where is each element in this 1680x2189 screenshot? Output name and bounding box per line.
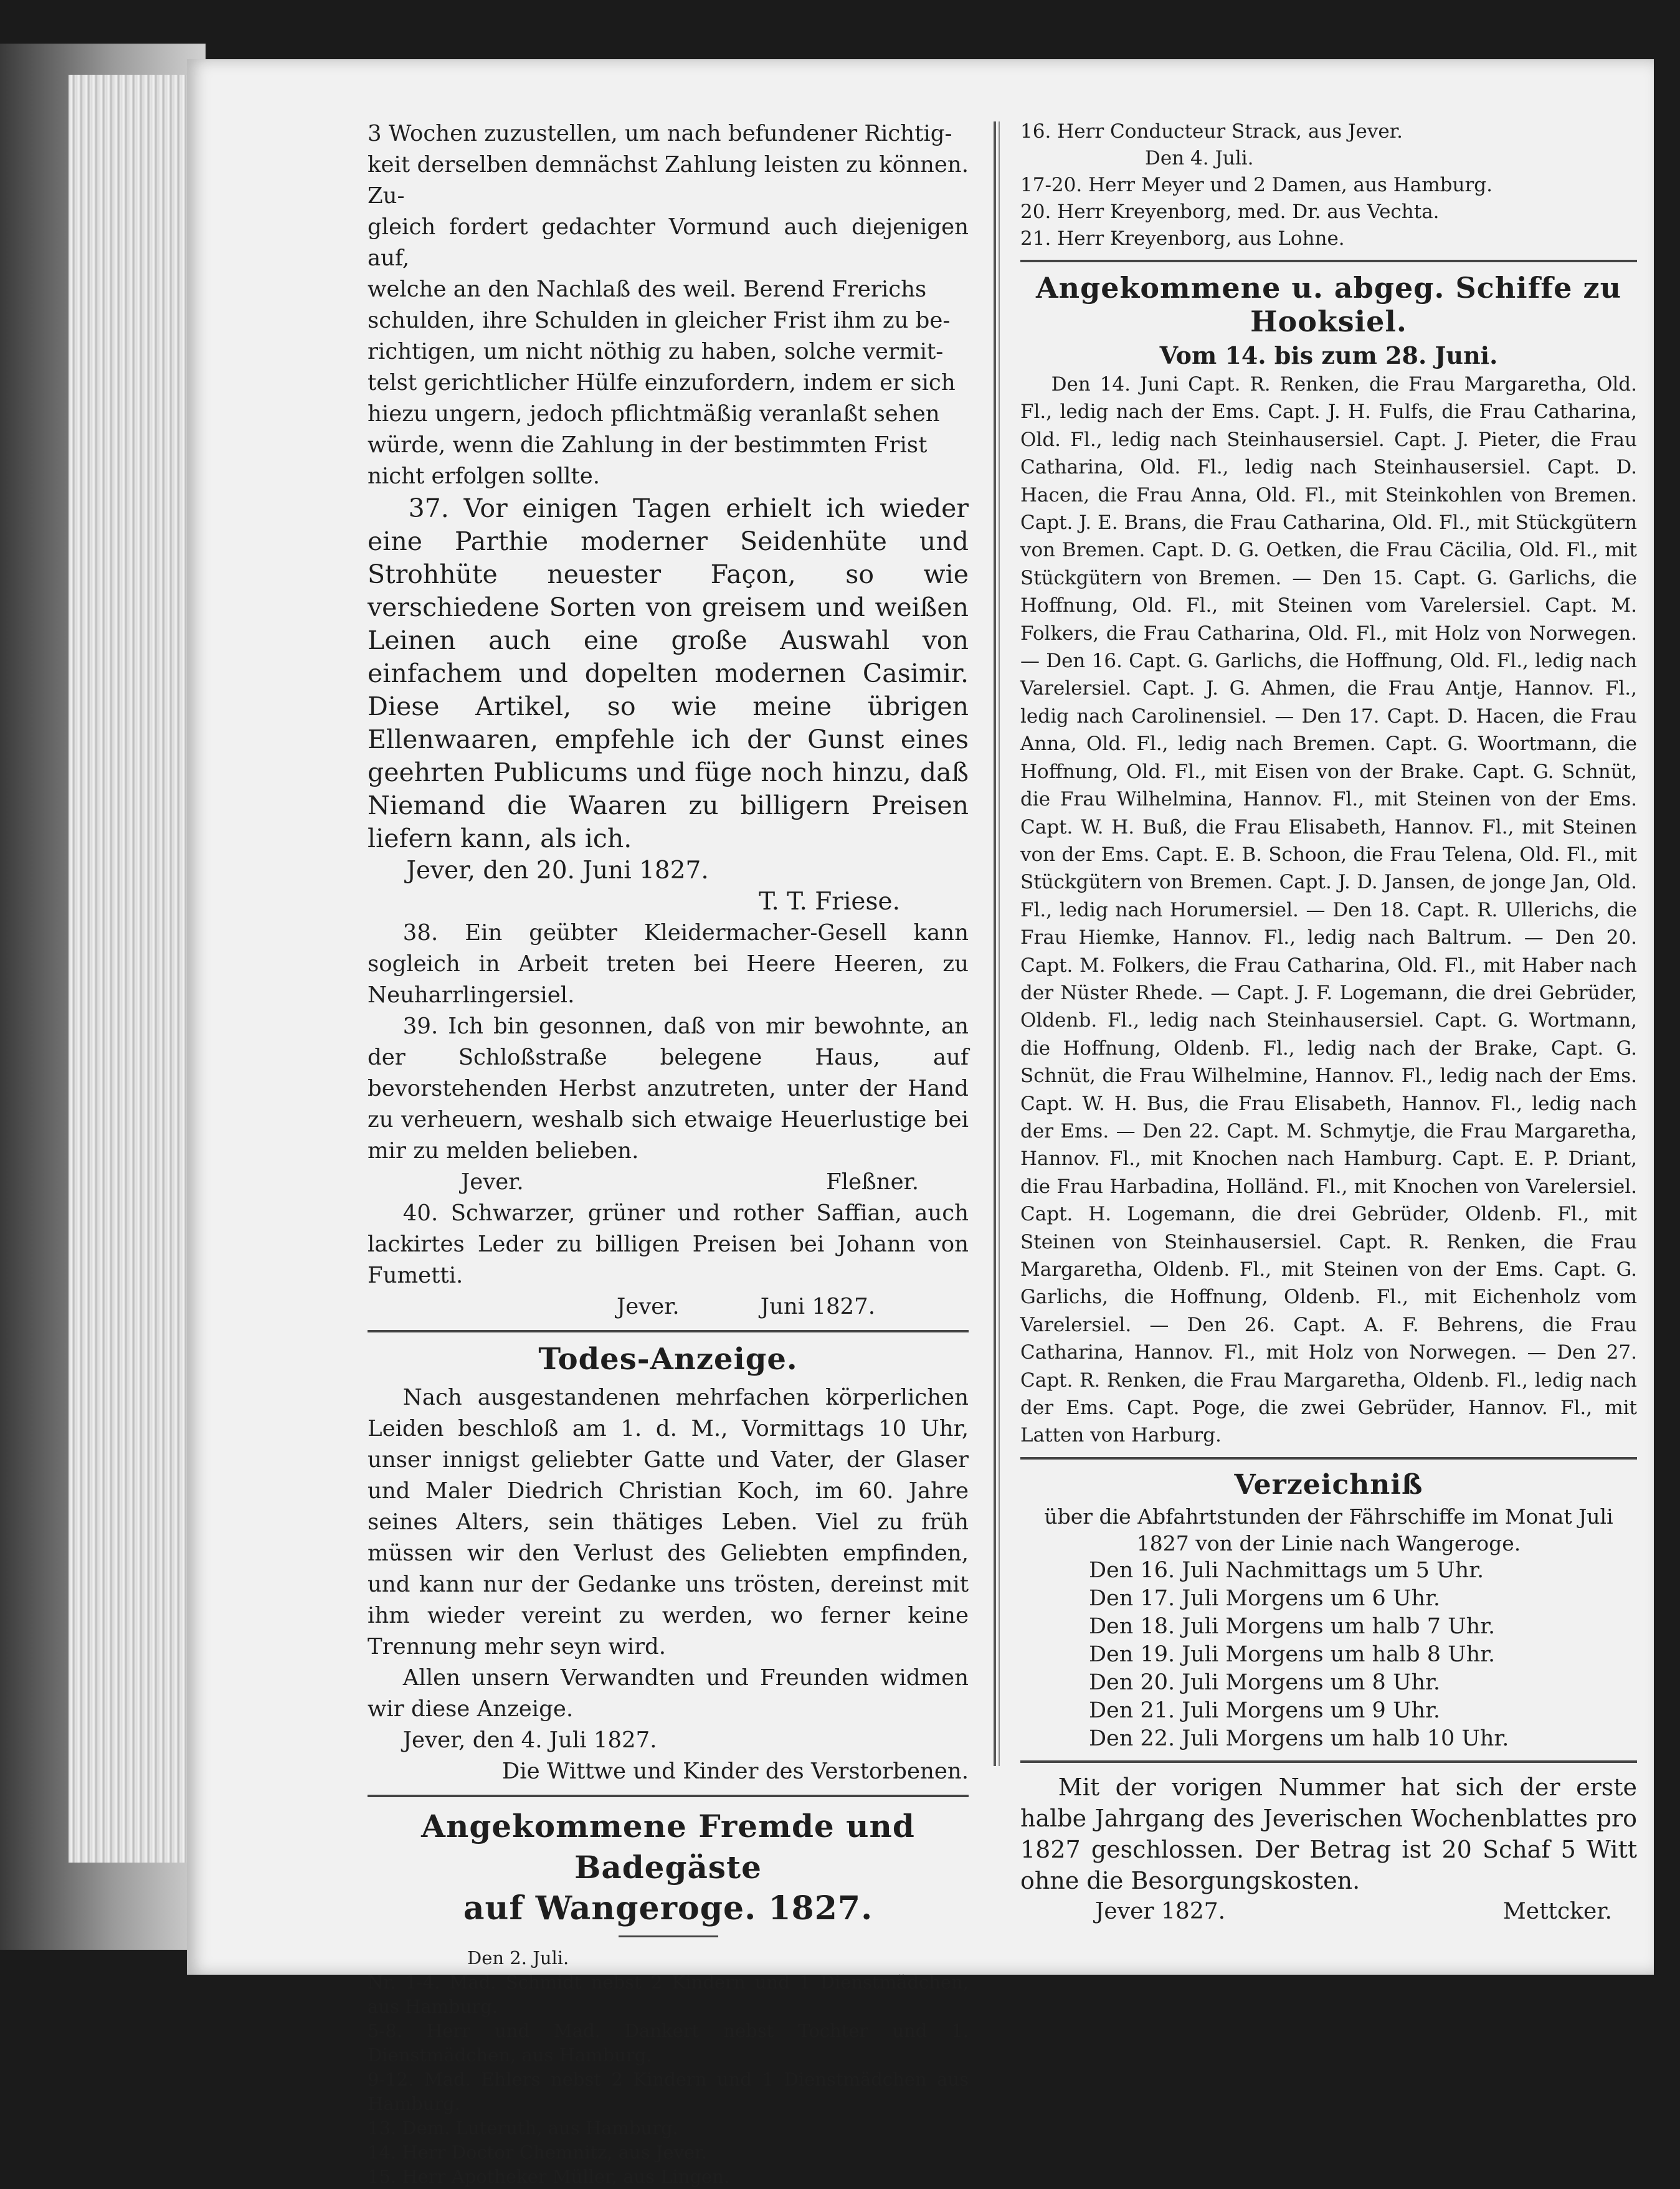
guests-list	[368, 1946, 969, 2189]
ad-39-signature: Fleßner.	[826, 1169, 919, 1195]
column-divider	[994, 121, 996, 1766]
guest-entry: Nr. 1-4. Mad. Schmidt nebst 2 Kindern und 1 Dienstmädchen, aus Hamburg.	[368, 1972, 969, 2017]
ferry-row: Den 17. Juli Morgens um 6 Uhr.	[1089, 1585, 1440, 1611]
guest-entry: 9-12. Mad. Ehlers nebst 2 Kindern und 1 Dienstmädchen aus Hamburg.	[368, 2069, 969, 2114]
guest-entry: 5-8. Herr und Mad. Dankert nebst Tochter und 1. Dienstmädchen, aus Hamburg.	[368, 2020, 969, 2066]
closing-signature: Mettcker.	[1502, 1898, 1612, 1924]
guest-entry: 21. Herr Kreyenborg, aus Lohne.	[1020, 227, 1345, 250]
ad-37-text: 37. Vor einigen Tagen erhielt ich wieder eine Parthie moderner Seidenhüte und Strohhüte neuester Façon, so wie verschiedene Sorten von greisem und weißen Leinen auch eine große Auswahl von einfachem und dopelten modernen Casimir. Diese Artikel, so wie meine übrigen Ellenwaaren, empfehle ich der Gunst eines geehrten Publicums und füge noch hinzu, daß Niemand die Waaren zu billigern Preisen liefern kann, als ich.	[368, 493, 969, 853]
text-line: keit derselben demnächst Zahlung leisten zu können. Zu-	[368, 152, 969, 209]
text-line: schulden, ihre Schulden in gleicher Frist ihm zu be-	[368, 308, 951, 333]
ad-37-signature: T. T. Friese.	[759, 888, 900, 916]
text-line: nicht erfolgen sollte.	[368, 463, 600, 489]
title-underline	[619, 1935, 718, 1937]
page-edges	[69, 75, 206, 1863]
text-line: welche an den Nachlaß des weil. Berend Frerichs	[368, 277, 927, 302]
text-line: hiezu ungern, jedoch pflichtmäßig veranlaßt sehen	[368, 401, 940, 427]
ferry-title: Verzeichniß	[1234, 1468, 1423, 1501]
ferry-row: Den 21. Juli Morgens um 9 Uhr.	[1089, 1698, 1440, 1723]
ad-40-text: 40. Schwarzer, grüner und rother Saffian, auch lackirtes Leder zu billigen Preisen bei Johann von Fumetti.	[368, 1200, 969, 1288]
closing-place: Jever 1827.	[1095, 1898, 1226, 1924]
text-line: gleich fordert gedachter Vormund auch diejenigen auf,	[368, 214, 969, 271]
text-line: telst gerichtlicher Hülfe einzufordern, indem er sich	[368, 370, 956, 396]
death-notice-dedication: Allen unsern Verwandten und Freunden widmen wir diese Anzeige.	[368, 1665, 969, 1722]
death-notice-signature: Die Wittwe und Kinder des Verstorbenen.	[501, 1759, 969, 1784]
guests-date-header: Den 2. Juli.	[467, 1947, 569, 1968]
guest-entry: 15. Herr Apotheker Müller, aus Lingen.	[368, 2166, 730, 2187]
death-notice-text: Nach ausgestandenen mehrfachen körperlichen Leiden beschloß am 1. d. M., Vormittags 10 Uhr, unser innigst geliebter Gatte und Vater, der Glaser und Maler Diedrich Christian Koch, im 60. Jahre seines Alters, sein thätiges Leben. Viel zu früh müssen wir den Verlust des Geliebten empfinden, und kann nur der Gedanke uns trösten, dereinst mit ihm wieder vereint zu werden, wo ferner keine Trennung mehr seyn wird.	[368, 1385, 969, 1660]
ferry-row: Den 16. Juli Nachmittags um 5 Uhr.	[1089, 1557, 1484, 1583]
ad-40-footer	[368, 1291, 969, 1322]
guest-entry: 14. Herr Doctor Chemnitz, aus Jever.	[368, 2142, 708, 2163]
ferry-row: Den 22. Juli Morgens um halb 10 Uhr.	[1089, 1726, 1509, 1751]
ad-40-place: Jever.	[617, 1294, 680, 1319]
opening-paragraph	[368, 118, 969, 492]
ad-39-place: Jever.	[461, 1169, 524, 1195]
ships-subtitle: Vom 14. bis zum 28. Juni.	[1159, 341, 1498, 369]
section-rule	[1020, 260, 1637, 262]
ad-39-text: 39. Ich bin gesonnen, daß von mir bewohnte, an der Schloßstraße belegene Haus, auf bevorstehenden Herbst anzutreten, unter der Hand zu verheuern, weshalb sich etwaige Heuerlustige bei mir zu melden belieben.	[368, 1014, 969, 1164]
ferry-row: Den 20. Juli Morgens um 8 Uhr.	[1089, 1669, 1440, 1695]
death-notice-dateline: Jever, den 4. Juli 1827.	[402, 1727, 657, 1753]
guests-title-line1: Angekommene Fremde und Badegäste	[421, 1808, 915, 1886]
column-divider-inner	[999, 121, 1000, 1766]
ad-38-text: 38. Ein geübter Kleidermacher-Gesell kann sogleich in Arbeit treten bei Heere Heeren, zu Neuharrlingersiel.	[368, 920, 969, 1008]
death-notice-title: Todes-Anzeige.	[538, 1342, 798, 1377]
guests-continued	[1020, 118, 1637, 252]
text-line: richtigen, um nicht nöthig zu haben, solche vermit-	[368, 339, 944, 364]
text-line: 3 Wochen zuzustellen, um nach befundener Richtig-	[368, 121, 952, 146]
ad-40-date: Juni 1827.	[760, 1294, 875, 1319]
guests-date-header: Den 4. Juli.	[1145, 147, 1254, 169]
ferry-subtitle-1: über die Abfahrtstunden der Fährschiffe im Monat Juli	[1044, 1504, 1613, 1529]
guest-entry: 17-20. Herr Meyer und 2 Damen, aus Hamburg.	[1020, 174, 1493, 196]
guest-entry: 20. Herr Kreyenborg, med. Dr. aus Vechta.	[1020, 201, 1440, 223]
section-rule	[368, 1330, 969, 1332]
left-column	[368, 118, 969, 2189]
text-line: würde, wenn die Zahlung in der bestimmten Frist	[368, 432, 928, 458]
ships-title: Angekommene u. abgeg. Schiffe zu Hooksiel.	[1035, 271, 1622, 338]
ad-39-footer	[368, 1167, 969, 1198]
ferry-row: Den 19. Juli Morgens um halb 8 Uhr.	[1089, 1641, 1496, 1667]
closing-notice: Mit der vorigen Nummer hat sich der erste halbe Jahrgang des Jeverischen Wochenblattes pro 1827 geschlossen. Der Betrag ist 20 Schaf 5 Witt ohne die Besorgungskosten.	[1020, 1773, 1637, 1894]
ships-text: Den 14. Juni Capt. R. Renken, die Frau Margaretha, Old. Fl., ledig nach der Ems. Capt. J. H. Fulfs, die Frau Catharina, Old. Fl., ledig nach Steinhausersiel. Capt. J. Pieter, die Frau Catharina, Old. Fl., ledig nach Steinhausersiel. Capt. D. Hacen, die Frau Anna, Old. Fl., mit Steinkohlen von Bremen. Capt. J. E. Brans, die Frau Catharina, Old. Fl., mit Stückgütern von Bremen. Capt. D. G. Oetken, die Frau Cäcilia, Old. Fl., mit Stückgütern von Bremen. — Den 15. Capt. G. Garlichs, die Hoffnung, Old. Fl., mit Steinen vom Varelersiel. Capt. M. Folkers, die Frau Catharina, Old. Fl., mit Holz von Norwegen. — Den 16. Capt. G. Garlichs, die Hoffnung, Old. Fl., ledig nach Varelersiel. Capt. J. G. Ahmen, die Frau Antje, Hannov. Fl., ledig nach Carolinensiel. — Den 17. Capt. D. Hacen, die Frau Anna, Old. Fl., ledig nach Bremen. Capt. G. Woortmann, die Hoffnung, Old. Fl., mit Eisen von der Brake. Capt. G. Schnüt, die Frau Wilhelmina, Hannov. Fl., mit Steinen von der Ems. Capt. W. H. Buß, die Frau Elisabeth, Hannov. Fl., mit Steinen von der Ems. Capt. E. B. Schoon, die Frau Telena, Old. Fl., mit Stückgütern von Bremen. Capt. J. D. Jansen, de jonge Jan, Old. Fl., ledig nach Horumersiel. — Den 18. Capt. R. Ullerichs, die Frau Hiemke, Hannov. Fl., ledig nach Baltrum. — Den 20. Capt. M. Folkers, die Frau Catharina, Old. Fl., mit Haber nach der Nüster Rhede. — Capt. J. F. Logemann, die drei Gebrüder, Oldenb. Fl., ledig nach Steinhausersiel. Capt. G. Wortmann, die Hoffnung, Oldenb. Fl., ledig nach der Brake, Capt. G. Schnüt, die Frau Wilhelmine, Hannov. Fl., ledig nach der Ems. Capt. W. H. Bus, die Frau Elisabeth, Hannov. Fl., ledig nach der Ems. — Den 22. Capt. M. Schmytje, die Frau Margaretha, Hannov. Fl., mit Knochen nach Hamburg. Capt. E. P. Driant, die Frau Harbadina, Holländ. Fl., mit Knochen von Varelersiel. Capt. H. Logemann, die drei Gebrüder, Oldenb. Fl., mit Steinen von Steinhausersiel. Capt. R. Renken, die Frau Margaretha, Oldenb. Fl., mit Steinen von der Ems. Capt. G. Garlichs, die Hoffnung, Oldenb. Fl., mit Eichenholz vom Varelersiel. — Den 26. Capt. A. F. Behrens, die Frau Catharina, Hannov. Fl., mit Holz von Norwegen. — Den 27. Capt. R. Renken, die Frau Margaretha, Oldenb. Fl., ledig nach der Ems. Capt. Poge, die zwei Gebrüder, Hannov. Fl., mit Latten von Harburg.	[1020, 373, 1637, 1447]
right-column	[1020, 118, 1637, 1927]
closing-footer	[1020, 1896, 1637, 1927]
guest-entry: 13. Dem. Luteruth, aus Hamburg.	[368, 2117, 678, 2139]
ferry-schedule	[1020, 1557, 1637, 1753]
ad-37-dateline: Jever, den 20. Juni 1827.	[406, 857, 709, 885]
section-rule	[1020, 1760, 1637, 1763]
guests-title-line2: auf Wangeroge. 1827.	[463, 1889, 873, 1927]
guest-entry: 16. Herr Conducteur Strack, aus Jever.	[1020, 120, 1403, 143]
ferry-row: Den 18. Juli Morgens um halb 7 Uhr.	[1089, 1613, 1496, 1639]
section-rule	[1020, 1457, 1637, 1460]
section-rule	[368, 1795, 969, 1797]
ferry-subtitle-2: 1827 von der Linie nach Wangeroge.	[1136, 1531, 1521, 1555]
